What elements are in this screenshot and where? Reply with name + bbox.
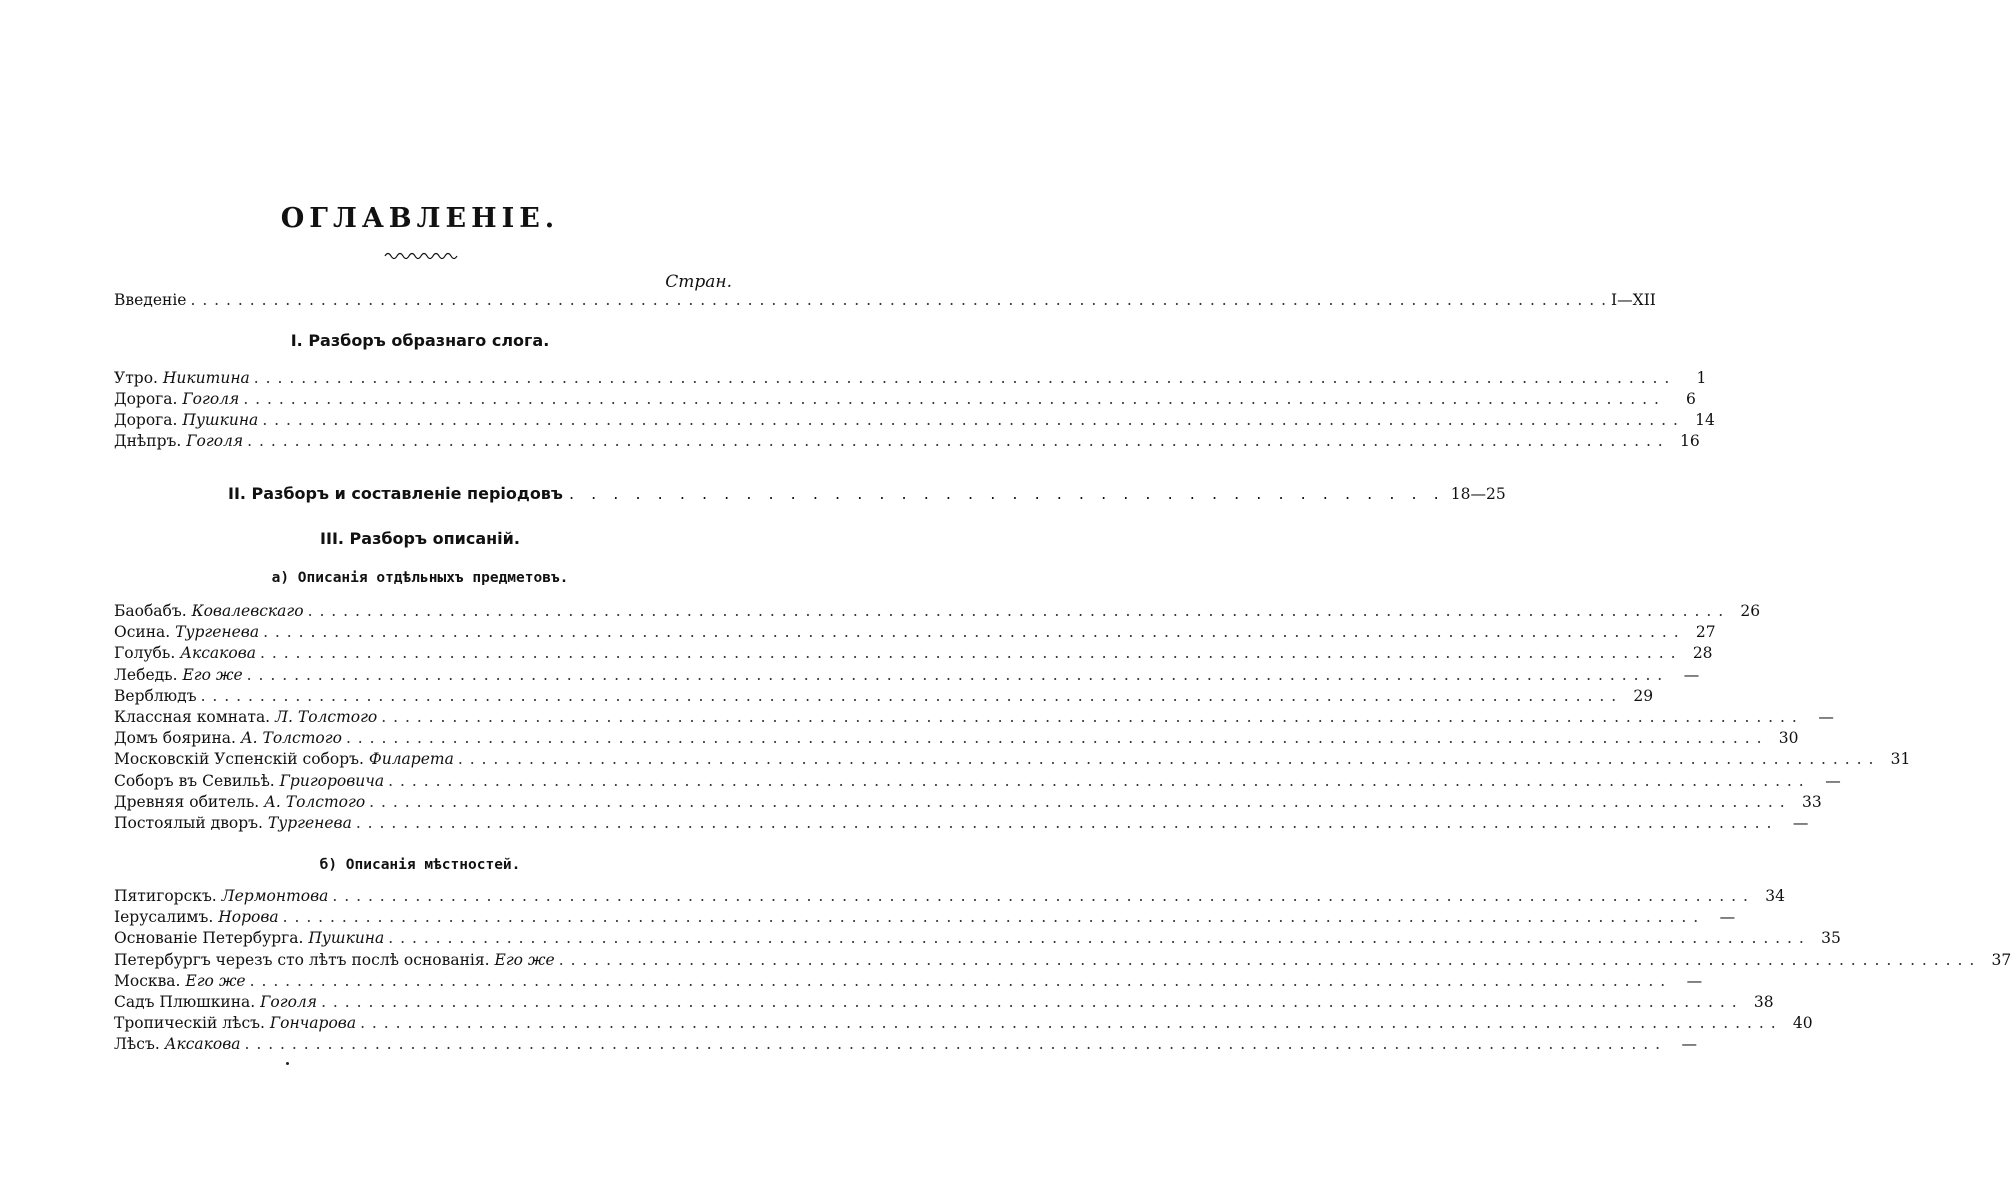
toc-entry-title [114, 707, 377, 728]
toc-entry [114, 971, 1703, 992]
toc-entry [114, 601, 1761, 622]
entry-author: Его же [182, 665, 243, 684]
toc-entry-title [114, 643, 256, 664]
entry-author: Филарета [368, 750, 454, 769]
toc-entry [114, 792, 1822, 813]
dot-leader: . . . . . . . . . . . . . . . . . . . . . . . . . . . . . . . . . . . . . . . . . . . . . . . . . . . . . . . . . . . . . . . . . . . . . . . . . . . . . . . . . . . . . . . . . . . . . . . . . . . . . . . . . . . . . . . . . . . . . . . . [558, 950, 1976, 969]
intro-page: I—XII [1611, 291, 1656, 309]
toc-entry-title [114, 1013, 356, 1034]
intro-row [114, 290, 1656, 311]
dot-leader: . . . . . . . . . . . . . . . . . . . . . . . . . . . . . . . . . . . . . . . . . . . . . . . . . . . . . . . . . . . . . . . . . . . . . . . . . . . . . . . . . . . . . . . . . . . . . . . . . . . . . . . . . . . . . . . . . . . . . . . . [259, 644, 1677, 663]
toc-entry [114, 643, 1713, 664]
entry-page: 16 [1680, 432, 1700, 450]
entry-title-text: Осина. [114, 623, 171, 642]
entry-title-text: Домъ боярина. [114, 729, 236, 748]
toc-entry-title [114, 886, 328, 907]
toc-entry [114, 728, 1799, 749]
entry-author: Тургенева [267, 814, 352, 832]
toc-entry [114, 707, 1834, 728]
toc-entry-title [114, 928, 384, 949]
toc-entry [114, 950, 2011, 971]
dot-leader: . . . . . . . . . . . . . . . . . . . . . . . . . . . . . . . . . . . . . . . . . . . . . . . . . . . . . . . . . . . . . . . . . . . . . . . . . . . . . . . . . . . . . . . . . . . . . . . . . . . . . . . . . . . . . . . . . . . . . . . . [247, 432, 1664, 450]
toc-entry [114, 992, 1774, 1013]
dot-leader: . . . . . . . . . . . . . . . . . . . . . . . . . . . . . . . . . . . . . . . . . . . . . . . . . . . . . . . . . . . . . . . . . . . . . . . . . . . . . . . . . . . . . . . . . . . . . . . . . . . . . . . . . . . . . . . . . . . . . . . . [332, 887, 1749, 905]
entry-title-text: Москва. [114, 971, 181, 990]
entry-author: Аксакова [164, 1035, 241, 1054]
toc-entry [114, 771, 1841, 792]
page-title: ОГЛАВЛЕНІЕ. [280, 203, 560, 234]
toc-entry-title [114, 907, 279, 928]
entry-page: 38 [1753, 993, 1774, 1011]
entry-author: Гончарова [269, 1014, 357, 1033]
entry-author: Норова [218, 908, 279, 927]
subsection-heading-a: а) Описанія отдѣльныхъ предметовъ. [271, 570, 569, 586]
toc-entry-title [114, 771, 384, 792]
entry-page: — [1792, 814, 1809, 832]
entry-author: Лермонтова [221, 887, 329, 905]
entry-title-text: Древняя обитель. [114, 792, 260, 811]
entry-page: 26 [1740, 602, 1761, 620]
entry-page: 6 [1686, 390, 1696, 408]
dot-leader: . . . . . . . . . . . . . . . . . . . . . . . . . . . . . . . . . . . . . . . . . . . . . . . . . . . . . . . . . . . . . . . . . . . . . . . . . . . . . . . . . . . . . . . . . . . . . . . . . . . . . . . . . . . . . . . . . . . . . . . . [345, 729, 1763, 748]
toc-entry [114, 1034, 1698, 1055]
entry-page: 40 [1792, 1014, 1813, 1033]
entry-author: А. Толстого [264, 792, 366, 811]
entry-title-text: Днѣпръ. [114, 432, 182, 450]
dot-leader: . . . . . . . . . . . . . . . . . . . . . . . . . . . . . . . . . . . . . . . . . . . . . . . . . . . . . . . . . . . . . . . . . . . . . . . . . . . . . . . . . . . . . . . . . . . . . . . . . . . . . . . . . . . . . . . . . . . . . . . . [263, 623, 1680, 642]
entry-title-text: Петербургъ черезъ сто лѣтъ послѣ основанія. [114, 950, 490, 969]
toc-entry [114, 389, 1696, 410]
toc-entry-title [114, 1034, 240, 1055]
section-heading-2 [228, 484, 1506, 506]
entry-page: — [1683, 665, 1700, 684]
toc-entry-title [114, 728, 342, 749]
entry-author: Гоголя [260, 993, 318, 1011]
entry-page: — [1681, 1035, 1698, 1054]
entry-page: 31 [1890, 750, 1911, 769]
entry-author: Тургенева [175, 623, 260, 642]
entry-title-text: Основаніе Петербурга. [114, 929, 304, 948]
dot-leader: . . . . . . . . . . . . . . . . . . . . . . . . . . . . . . . . . . . . . . . . . . . . . . . . . . . . . . . . . . . . . . . . . . . . . . . . . . . . . . . . . . . . . . . . . . . . . . . . . . . . . . . . . . . . . . . . . . . . . . . . [307, 602, 1725, 620]
entry-title-text: Дорога. [114, 390, 178, 408]
dot-leader: . . . . . . . . . . . . . . . . . . . . . . . . . . . . . . . . . . . . . . . . . . . . . . . . . . . . . . . . . . . . . . . . . . . . . . . . . . . . . . . . . . . . . . . . . . . . . . . . . . . . . . . . . . . . . . . . . . . . . . . . [282, 908, 1700, 927]
entry-page: 27 [1695, 623, 1716, 642]
toc-entry-title [114, 431, 243, 452]
toc-entry [114, 665, 1700, 686]
entry-title-text: Дорога. [114, 411, 178, 429]
toc-entry-title [114, 665, 243, 686]
toc-entry [114, 813, 1809, 834]
entry-page: 34 [1765, 887, 1785, 905]
entry-author: Пушкина [182, 411, 259, 429]
dot-leader: . . . . . . . . . . . . . . . . . . . . . . . . . . . . . . . . . . . . . . . . . . . . . . . . . . . . . . . . . . . . . . . . . . . . . . . . . . . . . . . . . . . . . . . . . . . . . . . . . . . . . . . . . . . . . . . . . . . . . . . . [243, 390, 1660, 408]
dot-leader: . . . . . . . . . . . . . . . . . . . . . . . . . . . . . . . . . . . . . . . . . . . . . . . . . . . . . . . . . . . . . . . . . . . . . . . . . . . . . . . . . . . . . . . . . . . . . . . . . . . . . . . . . . . . . . . . . . . . . . . . [388, 929, 1805, 948]
entry-author: Л. Толстого [275, 708, 378, 726]
entry-title-text: Верблюдъ [114, 686, 197, 705]
toc-entry-title [114, 389, 239, 410]
entry-author: Григоровича [279, 771, 385, 790]
ink-speck [286, 1062, 289, 1065]
dot-leader: . . . . . . . . . . . . . . . . . . . . . . . . . . . . . . . . . . . . . . . . . . . . . . . . . . . . . . . . . . . . . . . . . . . . . . . . . . . . . . . . . . . . . . . . . . . . . . . . . . . . . . . . . . . . . . . . . . . . . . . . [369, 792, 1786, 811]
entry-page: 28 [1692, 644, 1713, 663]
section-heading-2-page: 18—25 [1450, 485, 1506, 503]
entry-title-text: Московскій Успенскій соборъ. [114, 750, 364, 769]
entry-title-text: Пятигорскъ. [114, 887, 217, 905]
toc-entry [114, 928, 1841, 949]
toc-entry [114, 368, 1707, 389]
entry-author: Никитина [162, 369, 250, 387]
toc-entry-title [114, 749, 454, 770]
toc-entry [114, 410, 1715, 431]
entry-title-text: Голубь. [114, 644, 176, 663]
toc-entry-title [114, 813, 352, 834]
entry-page: 29 [1633, 686, 1654, 705]
toc-entry-title [114, 950, 555, 971]
entry-page: 37 [1991, 950, 2011, 969]
dot-leader: . . . . . . . . . . . . . . . . . . . . . . . . . . . . . . . . . . . . . . . . . . . . . . . . . . . . . . . . . . . . . . . . . . . . . . . . . . . . . . . . . . . . . . . . . . . . . . . . . . . . . . . . . . . . . . . . . . . . . . . . [355, 814, 1773, 832]
toc-entry [114, 622, 1716, 643]
section-heading-3: III. Разборъ описаній. [320, 529, 520, 548]
page-column-header: Стран. [665, 272, 732, 292]
dot-leader: . . . . . . . . . . . . . . . . . . . . . . . . . . . . . . . . . . . . . . . . . . . . . . . . . . . . . . . . . . . . . . . . . . . . . . . . . . . . . . . . . . . . . . . . . . . . . . . . . . . . . . . . . . . . . . . . . . . . . . . . [360, 1014, 1777, 1033]
toc-entry [114, 1013, 1813, 1034]
dot-leader: . . . . . . . . . . . . . . . . . . . . . . . . . . . . . . . . . . . . . . . . . . . . . . . . . . . . . . . . . . . . . . . . . . . . . . . . . . . . . . . . . . . . . . . . . . . . . . . . . . . . . . . . . . . . . . . . . . . . . . . . [190, 291, 1608, 309]
entry-author: Его же [185, 971, 246, 990]
toc-entry-title [114, 622, 259, 643]
entry-title-text: Тропическій лѣсъ. [114, 1014, 265, 1033]
entry-author: Гоголя [182, 390, 240, 408]
dot-leader: . . . . . . . . . . . . . . . . . . . . . . . . . . . . . . . . . . . . . . . . . . . . . . . . . . . . . . . . . . . . . . . . . . . . . . . . . . . . . . . . . . . . . . . . . . . . . . . . . . . . . . . . . . . . . . . . . . . . . . . . [262, 411, 1679, 429]
ornament-squiggle [385, 250, 457, 260]
dot-leader: . . . . . . . . . . . . . . . . . . . . . . . . . . . . . . . . . . . . . . . . . . . . . . . . . . . . . . . . . . . . . . . . . . . . . . . . . . . . . . . . . . . . . . . . . . . . . . . . . . . . . . . . . . . . . . . . . . . . . . . . [249, 971, 1667, 990]
toc-entry-title [114, 792, 365, 813]
entry-title-text: Утро. [114, 369, 158, 387]
entry-page: — [1825, 771, 1841, 790]
toc-entry-title [114, 992, 317, 1013]
entry-page: 30 [1778, 729, 1799, 748]
entry-author: Пушкина [308, 929, 385, 948]
entry-author: Аксакова [180, 644, 256, 663]
entry-page: 33 [1801, 792, 1822, 811]
entry-page: — [1818, 708, 1834, 726]
dot-leader: . . . . . . . . . . . . . . . . . . . . . . . . . . . . . . . . . . . . . . . . [568, 484, 1445, 503]
dot-leader: . . . . . . . . . . . . . . . . . . . . . . . . . . . . . . . . . . . . . . . . . . . . . . . . . . . . . . . . . . . . . . . . . . . . . . . . . . . . . . . . . . . . . . . . . . . . . . . . . . . . . . . . . . . . . . . . . . . . . . . . [388, 771, 1805, 790]
entry-author: Гоголя [186, 432, 244, 450]
entry-author: А. Толстого [240, 729, 342, 748]
entry-page: — [1686, 971, 1703, 990]
dot-leader: . . . . . . . . . . . . . . . . . . . . . . . . . . . . . . . . . . . . . . . . . . . . . . . . . . . . . . . . . . . . . . . . . . . . . . . . . . . . . . . . . . . . . . . . . . . . . . . . . . . . . . . . . . . . . . . . . . . . . . . . [457, 750, 1875, 769]
entry-page: 1 [1696, 369, 1707, 387]
dot-leader: . . . . . . . . . . . . . . . . . . . . . . . . . . . . . . . . . . . . . . . . . . . . . . . . . . . . . . . . . . . . . . . . . . . . . . . . . . . . . . . . . . . . . . . . . . . . . . . . . . . . . . . . . . . . . . . . . . . . . . . . [253, 369, 1671, 387]
toc-entry [114, 431, 1700, 452]
dot-leader: . . . . . . . . . . . . . . . . . . . . . . . . . . . . . . . . . . . . . . . . . . . . . . . . . . . . . . . . . . . . . . . . . . . . . . . . . . . . . . . . . . . . . . . . . . . . . . . . . . . . . . . . . . . . . . . . . . . . . . . . [246, 665, 1664, 684]
toc-entry-title [114, 368, 250, 389]
entry-page: — [1719, 908, 1736, 927]
entry-title-text: Садъ Плюшкина. [114, 993, 256, 1011]
toc-entry [114, 686, 1654, 707]
entry-title-text: Соборъ въ Севильѣ. [114, 771, 275, 790]
toc-entry [114, 886, 1785, 907]
entry-page: 14 [1695, 411, 1715, 429]
dot-leader: . . . . . . . . . . . . . . . . . . . . . . . . . . . . . . . . . . . . . . . . . . . . . . . . . . . . . . . . . . . . . . . . . . . . . . . . . . . . . . . . . . . . . . . . . . . . . . . . . . . . . . . . . . . . . . . . . . . . . . . . [200, 686, 1618, 705]
entry-title-text: Лебедь. [114, 665, 178, 684]
toc-entry-title [114, 410, 258, 431]
dot-leader: . . . . . . . . . . . . . . . . . . . . . . . . . . . . . . . . . . . . . . . . . . . . . . . . . . . . . . . . . . . . . . . . . . . . . . . . . . . . . . . . . . . . . . . . . . . . . . . . . . . . . . . . . . . . . . . . . . . . . . . . [321, 993, 1738, 1011]
section-heading-2-label: II. Разборъ и составленіе періодовъ [228, 484, 563, 503]
entry-author: Его же [494, 950, 555, 969]
subsection-heading-b: б) Описанія мѣстностей. [319, 857, 521, 873]
entry-title-text: Лѣсъ. [114, 1035, 160, 1054]
toc-entry [114, 749, 1911, 770]
entry-author: Ковалевскаго [191, 602, 304, 620]
toc-entry-title [114, 971, 246, 992]
entry-page: 35 [1821, 929, 1841, 948]
section-heading-1: I. Разборъ образнаго слога. [290, 331, 550, 350]
intro-label: Введеніе [114, 291, 187, 309]
entry-title-text: Баобабъ. [114, 602, 187, 620]
entry-title-text: Классная комната. [114, 708, 271, 726]
toc-entry-title [114, 601, 304, 622]
toc-entry [114, 907, 1736, 928]
dot-leader: . . . . . . . . . . . . . . . . . . . . . . . . . . . . . . . . . . . . . . . . . . . . . . . . . . . . . . . . . . . . . . . . . . . . . . . . . . . . . . . . . . . . . . . . . . . . . . . . . . . . . . . . . . . . . . . . . . . . . . . . [381, 708, 1798, 726]
entry-title-text: Постоялый дворъ. [114, 814, 263, 832]
entry-title-text: Іерусалимъ. [114, 908, 214, 927]
dot-leader: . . . . . . . . . . . . . . . . . . . . . . . . . . . . . . . . . . . . . . . . . . . . . . . . . . . . . . . . . . . . . . . . . . . . . . . . . . . . . . . . . . . . . . . . . . . . . . . . . . . . . . . . . . . . . . . . . . . . . . . . [244, 1035, 1662, 1054]
toc-entry-title [114, 686, 197, 707]
